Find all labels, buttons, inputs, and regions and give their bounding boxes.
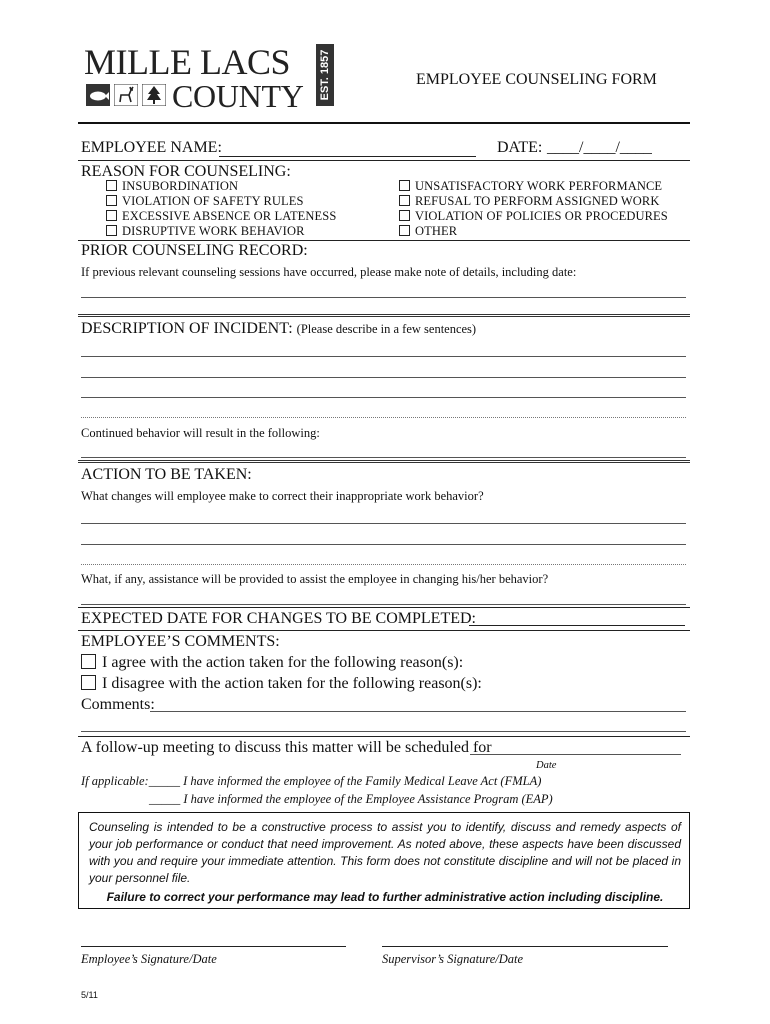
- reason-heading: REASON FOR COUNSELING:: [81, 163, 291, 180]
- checkbox[interactable]: [399, 180, 410, 191]
- disagree-checkbox[interactable]: [81, 675, 96, 690]
- disagree-label: I disagree with the action taken for the following reason(s):: [102, 675, 482, 692]
- reason-option[interactable]: [399, 179, 668, 194]
- counseling-notice: [78, 812, 690, 909]
- comments-line-1[interactable]: [150, 711, 686, 712]
- tree-icon: [142, 84, 166, 106]
- incident-heading: [81, 320, 476, 338]
- reason-option[interactable]: [399, 224, 668, 239]
- fish-icon: [86, 84, 110, 106]
- county-logo: [84, 42, 336, 114]
- disagree-option[interactable]: [81, 675, 482, 693]
- reason-option[interactable]: [399, 209, 668, 224]
- reason-label: OTHER: [415, 224, 458, 238]
- expected-date-field[interactable]: [469, 625, 685, 626]
- reason-option[interactable]: [106, 179, 336, 194]
- notice-warning: Failure to correct your performance may lead to further administrative action including discipline.: [106, 890, 664, 904]
- action-line-2[interactable]: [81, 544, 686, 545]
- logo-line1: MILLE LACS: [84, 42, 290, 82]
- reason-label: UNSATISFACTORY WORK PERFORMANCE: [415, 179, 663, 193]
- employee-name-label: EMPLOYEE NAME:: [81, 139, 222, 156]
- checkbox[interactable]: [106, 210, 117, 221]
- logo-emblems: [86, 84, 166, 106]
- action-line-3[interactable]: [81, 564, 686, 565]
- employee-name-field[interactable]: [219, 156, 476, 157]
- prior-heading: PRIOR COUNSELING RECORD:: [81, 242, 308, 259]
- prior-line-1[interactable]: [81, 297, 686, 298]
- followup-label: A follow-up meeting to discuss this matter will be scheduled for: [81, 739, 492, 756]
- est-text: EST. 1857: [319, 49, 331, 101]
- continued-line[interactable]: [81, 457, 686, 458]
- supervisor-signature-label: Supervisor’s Signature/Date: [382, 952, 524, 966]
- revision-date: 5/11: [81, 990, 98, 1000]
- continued-label: Continued behavior will result in the following:: [81, 426, 320, 440]
- action-line-1[interactable]: [81, 523, 686, 524]
- reason-option[interactable]: [106, 224, 336, 239]
- notice-text: Counseling is intended to be a constructive process to assist you to identify, discuss and remedy aspects of your job performance or conduct that need improvement. As noted above, these aspects have been discussed with you and require your immediate attention. This form does not constitute discipline and will not be placed in your personnel file.: [89, 820, 681, 885]
- action-line-4[interactable]: [81, 604, 686, 605]
- incident-line-3[interactable]: [81, 397, 686, 398]
- expected-date-label: EXPECTED DATE FOR CHANGES TO BE COMPLETED:: [81, 610, 476, 627]
- reason-option[interactable]: [399, 194, 668, 209]
- employee-signature-label: Employee’s Signature/Date: [81, 952, 217, 966]
- reason-label: EXCESSIVE ABSENCE OR LATENESS: [122, 209, 337, 223]
- reason-label: VIOLATION OF SAFETY RULES: [122, 194, 304, 208]
- eap-statement[interactable]: _____ I have informed the employee of the Employee Assistance Program (EAP): [149, 792, 553, 806]
- reason-label: VIOLATION OF POLICIES OR PROCEDURES: [415, 209, 668, 223]
- action-question-1: What changes will employee make to correct their inappropriate work behavior?: [81, 489, 484, 503]
- employee-signature-line[interactable]: [81, 946, 346, 947]
- reason-option[interactable]: [106, 209, 336, 224]
- checkbox[interactable]: [106, 180, 117, 191]
- reasons-right-list: [399, 179, 668, 239]
- comments-rule: [78, 736, 690, 737]
- form-title: EMPLOYEE COUNSELING FORM: [416, 71, 657, 88]
- action-heading: ACTION TO BE TAKEN:: [81, 466, 252, 483]
- followup-date-caption: Date: [536, 760, 557, 771]
- incident-heading-text: DESCRIPTION OF INCIDENT:: [81, 320, 293, 337]
- prior-instruction: If previous relevant counseling sessions have occurred, please make note of details, including date:: [81, 265, 577, 279]
- date-field[interactable]: ____/____/____: [547, 139, 652, 156]
- name-rule: [78, 160, 690, 161]
- deer-icon: [114, 84, 138, 106]
- comments-heading: EMPLOYEE’S COMMENTS:: [81, 633, 280, 650]
- followup-date-field[interactable]: [470, 754, 681, 755]
- prior-rule: [78, 314, 690, 317]
- fmla-statement[interactable]: If applicable:_____ I have informed the employee of the Family Medical Leave Act (FMLA): [81, 774, 542, 788]
- checkbox[interactable]: [399, 195, 410, 206]
- checkbox[interactable]: [399, 225, 410, 236]
- checkbox[interactable]: [106, 195, 117, 206]
- agree-checkbox[interactable]: [81, 654, 96, 669]
- comments-line-2[interactable]: [81, 731, 686, 732]
- action-question-2: What, if any, assistance will be provided to assist the employee in changing his/her behavior?: [81, 572, 549, 586]
- comments-label: Comments:: [81, 696, 155, 713]
- reason-label: DISRUPTIVE WORK BEHAVIOR: [122, 224, 305, 238]
- reason-option[interactable]: [106, 194, 336, 209]
- logo-line2: COUNTY: [172, 78, 304, 114]
- continued-rule: [78, 460, 690, 463]
- reason-label: REFUSAL TO PERFORM ASSIGNED WORK: [415, 194, 660, 208]
- reasons-left-list: [106, 179, 336, 239]
- incident-line-1[interactable]: [81, 356, 686, 357]
- incident-note: (Please describe in a few sentences): [296, 322, 477, 336]
- expected-rule: [78, 630, 690, 631]
- checkbox[interactable]: [399, 210, 410, 221]
- agree-label: I agree with the action taken for the following reason(s):: [102, 654, 464, 671]
- incident-line-2[interactable]: [81, 377, 686, 378]
- reason-rule: [78, 240, 690, 241]
- incident-line-4[interactable]: [81, 417, 686, 418]
- header-rule: [78, 122, 690, 124]
- supervisor-signature-line[interactable]: [382, 946, 668, 947]
- agree-option[interactable]: [81, 654, 463, 672]
- action-rule: [78, 607, 690, 608]
- reason-label: INSUBORDINATION: [122, 179, 239, 193]
- date-label: DATE:: [497, 139, 543, 156]
- checkbox[interactable]: [106, 225, 117, 236]
- est-badge: [316, 44, 334, 106]
